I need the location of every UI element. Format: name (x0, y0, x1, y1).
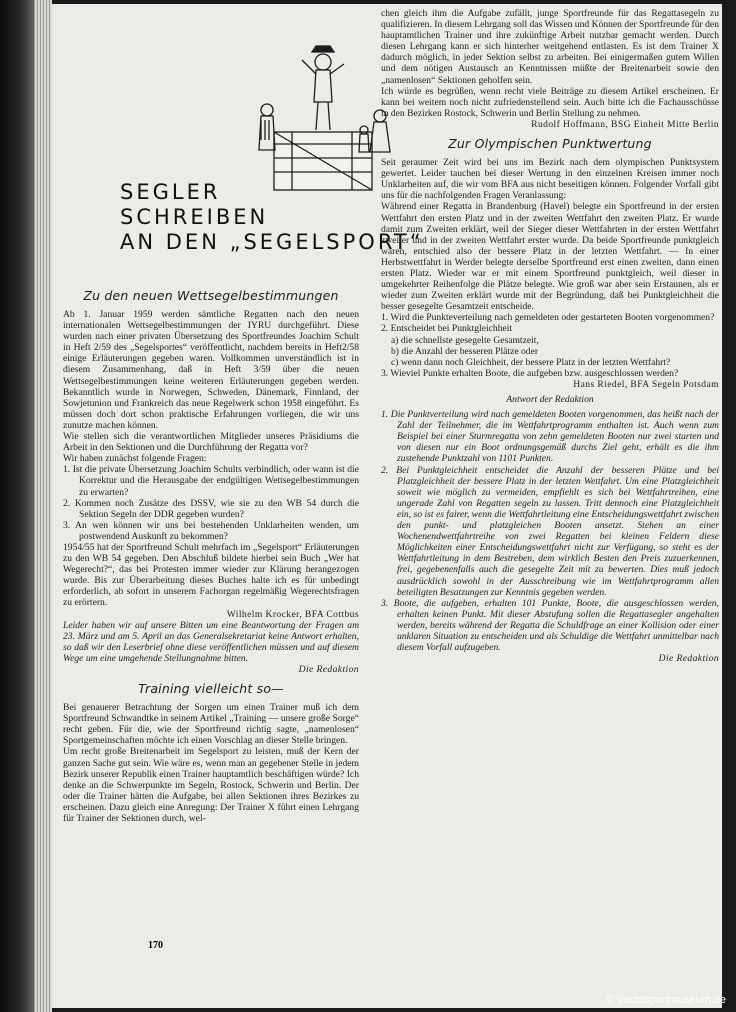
title-line-1: SEGLER (120, 180, 221, 204)
list-item: 2. Bei Punktgleichheit entscheidet die Anzahl der besseren Plätze und bei Platzgleichheit der bessere Platz in der letzten Wettfahrt. Um eine Platzgleichheit soweit wie möglich zu vermeiden, empfiehlt es sich bei Wettfahrtreihen, eine ungerade Zahl von Regatten segeln zu lassen. Tritt dennoch eine Platzgleichheit ein, so ist es fairer, wenn die Wettfahrtleitung eine Entscheidungswettfahrt zwischen den punkt- und platzgleichen Booten ansetzt. Stehen an einer Wochenendwettfahrtreihe von zwei Regatten bei kleinen Feldern diese Möglichkeiten einer Entscheidungswettfahrt nicht zur Verfügung, so steht es der Wettfahrtleitung in dem Bestreben, dem wirklich Besten den Preis zuzuerkennen, frei, gegebenenfalls auch die gesegelte Zeit mit zu bewerten. Dies muß jedoch ausdrücklich sowohl in der Ausschreibung wie im Wettfahrtprogramm allen beteiligten Besatzungen zur Kenntnis gegeben werden. (381, 464, 719, 598)
list-item: 2. Kommen noch Zusätze des DSSV, wie sie zu den WB 54 durch die Sektion Segeln der DDR gegeben wurden? (63, 497, 359, 520)
paragraph: 1954/55 hat der Sportfreund Schult mehrfach im „Segelsport“ Erläuterungen zu den WB 54 gegeben. Den Abschluß bildete hierbei sein Buch „Wer hat Wegerecht?“, das bei Protesten immer wieder zur Klärung herangezogen wurde. Bis zur Überarbeitung dieses Buches halte ich es für unbedingt erforderlich, ab sofort in unserem Fachorgan regelmäßig Wegerechtsfragen zu erörtern. (63, 541, 359, 609)
section-heading-rules: Zu den neuen Wettsegelbestimmungen (83, 288, 339, 303)
answer-list (381, 409, 719, 653)
right-column (381, 8, 719, 664)
editor-signature: Die Redaktion (658, 653, 719, 665)
paragraph: Ab 1. Januar 1959 werden sämtliche Regatten nach den neuen internationalen Wettsegelbestimmungen der IYRU durchgeführt. Diese wurden nach einer privaten Übersetzung des Sportfreundes Joachim Schult in Heft 2/59 des „Segelsportes“ veröffentlicht, nachdem bereits in Heft2/58 einige Erläuterungen gegeben waren. Vollkommen unverständlich ist in diesem Zusammenhang, daß in Heft 3/59 über die neuen Wettsegelbestimmungen keine weiteren Erläuterungen gegeben werden. Bekanntlich wurde in Norwegen, Schweden, Dänemark, Finnland, der Sowjetunion und Frankreich das neue Regelwerk schon 1958 eingeführt. Es müssen doch dort schon praktische Erfahrungen vorliegen, die wir uns zunutze machen können. (63, 309, 359, 431)
signature: Hans Riedel, BFA Segeln Potsdam (573, 378, 719, 390)
list-item: 3. Boote, die aufgeben, erhalten 101 Punkte, Boote, die ausgeschlossen werden, erhalten keinen Punkt. Mit dieser Abstufung sollen die Regattasegler angehalten werden, bereits während der Regatta die Schuldfrage an einer Kollision oder einer unklaren Situation zu entscheiden und als Schuldige die Wettfahrt unmittelbar nach diesem Vorfall aufzugeben. (381, 597, 719, 654)
list-item: 1. Wird die Punkteverteilung nach gemeldeten oder gestarteten Booten vorgenommen? (381, 312, 715, 324)
page-edges (34, 0, 52, 1012)
list-item: b) die Anzahl der besseren Plätze oder (391, 345, 539, 357)
paragraph: Bei genauerer Betrachtung der Sorgen um einen Trainer muß ich dem Sportfreund Schwandtke in seinem Artikel „Training — unsere große Sorge“ recht geben. Für die, wie der Sportfreund richtig sagte, „namenlosen“ Sportgemeinschaften möchte ich einen Vorschlag an dieser Stelle bringen. (63, 702, 359, 747)
list-item: 1. Ist die private Übersetzung Joachim Schults verbindlich, oder wann ist die Korrektur und die Herausgabe der endgültigen Wettsegelbestimmungen zu erwarten? (63, 464, 359, 498)
paragraph: Wie stellen sich die verantwortlichen Mitglieder unseres Präsidiums die Arbeit in den Sektionen und die Durchführung der Regatta vor? (63, 431, 359, 454)
section-heading-training: Training vielleicht so— (138, 681, 284, 697)
list-item: c) wenn dann noch Gleichheit, der bessere Platz in der letzten Wettfahrt? (391, 356, 671, 368)
paragraph: chen gleich ihm die Aufgabe zufällt, junge Sportfreunde für das Regattasegeln zu qualifizieren. In diesem Lehrgang soll das Wissen und Können der Sportfreunde für den hauptamtlichen Trainer und ihre zukünftige Arbeit nutzbar gemacht werden. Durch diesen Lehrgang kann er sich hinterher weitgehend entlasten. Es ist dem Trainer X dadurch möglich, in jeder Sektion selbst zu arbeiten. Bei einigermaßen gutem Willen und dem nötigen Austausch an Kenntnissen müßte der Breitenarbeit sowie den „namenlosen“ Sektionen geholfen sein. (381, 8, 719, 86)
answer-heading: Antwort der Redaktion (506, 394, 594, 405)
section-heading-olympic: Zur Olympischen Punktwertung (448, 136, 652, 152)
left-column (63, 282, 359, 824)
signature: Wilhelm Krocker, BFA Cottbus (226, 608, 359, 620)
cartoon-illustration (252, 40, 392, 195)
paragraph: Ich würde es begrüßen, wenn recht viele Beiträge zu diesem Artikel erscheinen. Er kann bei weitem noch nicht zufriedenstellend sein. Auch bitte ich die Fachausschüsse in den Bezirken Rostock, Schwerin und Berlin Stellung zu nehmen. (381, 85, 719, 119)
list-item: 3. An wen können wir uns bei bestehenden Unklarheiten wenden, um postwendend Auskunft zu bekommen? (63, 519, 359, 542)
title-line-3: AN DEN „SEGELSPORT“ (120, 230, 424, 254)
paragraph: Wir haben zunächst folgende Fragen: (63, 453, 207, 465)
paragraph: Während einer Regatta in Brandenburg (Havel) belegte ein Sportfreund in der ersten Wettfahrt den ersten Platz und in der zweiten Wettfahrt den zweiten Platz. Er wurde damit zum Zweiten erklärt, weil der Sieger dieser Wettfahrten in der ersten Wettfahrt zweiter und in der zweiten Wettfahrt erster wurde. Da beide Sportfreunde punktgleich waren, entschied also der bessere Platz in der letzten Wettfahrt. — In einer Herbstwettfahrt in Werder belegte derselbe Sportfreund erst einen zweiten, dann einen ersten Platz. Wieder war er mit einem Sportfreund punktgleich, weil dieser in umgekehrter Reihenfolge die Plätze belegte. Wie groß war aber sein Erstaunen, als er wieder zum Zweiten erklärt wurde mit der Begründung, daß bei Punktgleichheit die besser gesegelte Gesamtzeit entscheide. (381, 201, 719, 313)
watermark: © yachtsportmuseum.de (606, 994, 726, 1006)
list-item: 3. Wieviel Punkte erhalten Boote, die aufgeben bzw. ausgeschlossen werden? (381, 367, 679, 379)
list-item: a) die schnellste gesegelte Gesamtzeit, (391, 334, 539, 346)
list-item: 2. Entscheidet bei Punktgleichheit (381, 323, 513, 335)
question-list (63, 464, 359, 542)
list-item: 1. Die Punktverteilung wird nach gemeldeten Booten vorgenommen, das heißt nach der Zahl der Teilnehmer, die im Wettfahrtprogramm enthalten ist. Auch wenn zum Beispiel bei einer Sturmregatta von zehn gemeldeten Booten nur zwei starten und von diesen nur ein Boot ordnungsgemäß durchs Ziel geht, erhält es die ihm zustehende Punktzahl von 1101 Punkten. (381, 409, 719, 465)
page-number: 170 (148, 940, 163, 951)
editor-signature: Die Redaktion (298, 664, 359, 675)
question-list (381, 312, 719, 379)
title-line-2: SCHREIBEN (120, 205, 269, 229)
signature: Rudolf Hoffmann, BSG Einheit Mitte Berlin (531, 118, 719, 130)
paragraph: Seit geraumer Zeit wird bei uns im Bezirk nach dem olympischen Punktsystem gewertet. Leider tauchen bei dieser Wertung in den einzelnen Kreisen immer noch Unklarheiten auf, die wir vom BFA aus nicht beseitigen können. Folgender Vorfall gibt uns für die nachfolgenden Fragen Veranlassung: (381, 157, 719, 202)
editor-note: Leider haben wir auf unsere Bitten um eine Beantwortung der Fragen am 23. März und am 5. April an das Generalsekretariat keine Antwort erhalten, so daß wir den Leserbrief ohne diese veröffentlichen müssen und auf diesem Wege um eine umgehende Stellungnahme bitten. (63, 619, 359, 664)
paragraph: Um recht große Breitenarbeit im Segelsport zu leisten, muß der Kern der ganzen Sache gut sein. Wie wäre es, wenn man an gegebener Stelle in jedem Bezirk unserer Republik einen Trainer hauptamtlich beschäftigen würde? Ich denke an die Schwerpunkte im Segeln, Rostock, Schwerin und Berlin. Der oder die Trainer hätten die Aufgabe, bei allen Sektionen ihres Bezirkes zu erscheinen. Dazu gleich eine Anregung: Der Trainer X führt einen Lehrgang für Trainer der Sektionen durch, wel- (63, 746, 359, 825)
